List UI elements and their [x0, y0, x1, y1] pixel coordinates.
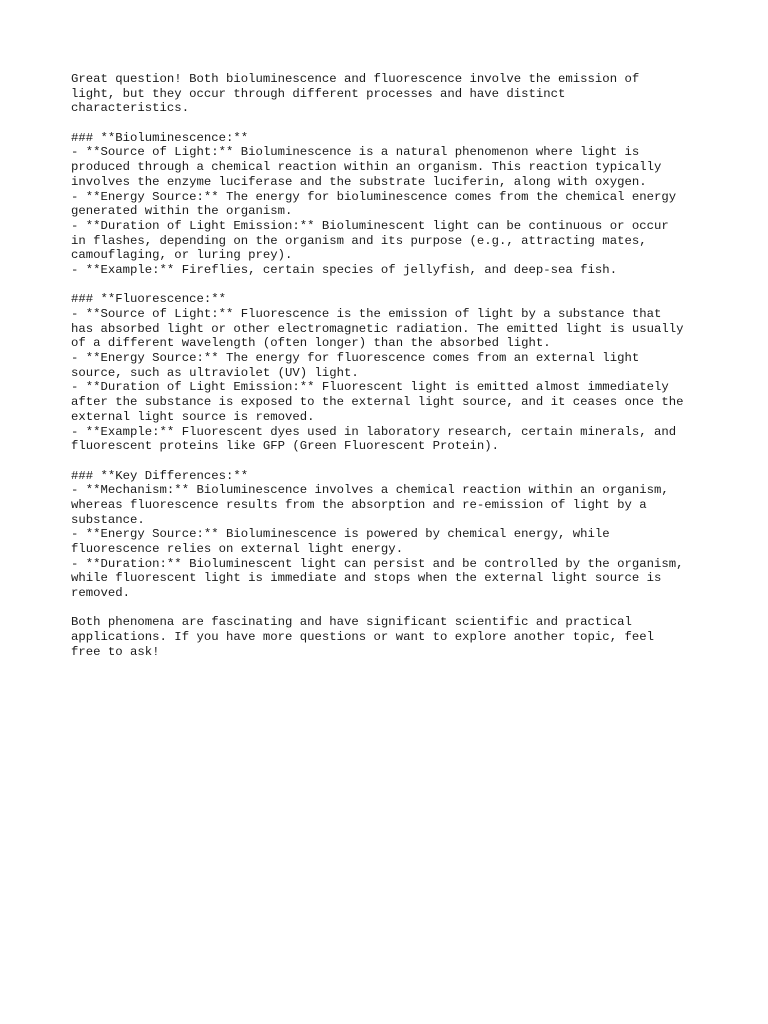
text-line: external light source is removed. — [71, 409, 315, 424]
text-line: - **Duration of Light Emission:** Fluorescent light is emitted almost immediately — [71, 380, 669, 395]
text-line: Both phenomena are fascinating and have significant scientific and practical — [71, 615, 632, 630]
blank-line — [71, 116, 711, 131]
text-line: produced through a chemical reaction within an organism. This reaction typically — [71, 160, 662, 175]
text-line: - **Energy Source:** Bioluminescence is powered by chemical energy, while — [71, 527, 610, 542]
text-line: - **Example:** Fireflies, certain species of jellyfish, and deep-sea fish. — [71, 262, 618, 277]
text-line: source, such as ultraviolet (UV) light. — [71, 365, 359, 380]
text-line: applications. If you have more questions or want to explore another topic, feel — [71, 630, 654, 645]
text-line: free to ask! — [71, 644, 160, 659]
text-line: fluorescent proteins like GFP (Green Fluorescent Protein). — [71, 439, 500, 454]
text-line: in flashes, depending on the organism and its purpose (e.g., attracting mates, — [71, 233, 647, 248]
blank-line — [71, 601, 711, 616]
text-line: characteristics. — [71, 101, 190, 116]
blank-line — [71, 454, 711, 469]
text-line: ### **Bioluminescence:** — [71, 130, 249, 145]
document-body — [71, 72, 711, 660]
text-line: - **Energy Source:** The energy for bioluminescence comes from the chemical energy — [71, 189, 677, 204]
text-line: ### **Fluorescence:** — [71, 292, 226, 307]
text-line: Great question! Both bioluminescence and fluorescence involve the emission of — [71, 72, 640, 86]
text-line: whereas fluorescence results from the absorption and re-emission of light by a — [71, 497, 647, 512]
text-line: of a different wavelength (often longer) than the absorbed light. — [71, 336, 551, 351]
blank-line — [71, 278, 711, 293]
text-line: substance. — [71, 512, 145, 527]
text-line: ### **Key Differences:** — [71, 468, 249, 483]
text-line: camouflaging, or luring prey). — [71, 248, 293, 263]
text-line: while fluorescent light is immediate and stops when the external light source is — [71, 571, 662, 586]
text-line: - **Example:** Fluorescent dyes used in laboratory research, certain minerals, and — [71, 424, 677, 439]
text-line: generated within the organism. — [71, 204, 293, 219]
text-line: involves the enzyme luciferase and the substrate luciferin, along with oxygen. — [71, 174, 647, 189]
text-line: - **Duration:** Bioluminescent light can persist and be controlled by the organism, — [71, 556, 684, 571]
text-line: removed. — [71, 586, 131, 601]
text-line: - **Source of Light:** Fluorescence is the emission of light by a substance that — [71, 307, 662, 321]
text-line: - **Source of Light:** Bioluminescence is a natural phenomenon where light is — [71, 145, 640, 160]
text-line: after the substance is exposed to the external light source, and it ceases once the — [71, 395, 684, 410]
text-line: - **Energy Source:** The energy for fluorescence comes from an external light — [71, 351, 640, 366]
text-line: light, but they occur through different processes and have distinct — [71, 86, 566, 101]
text-line: has absorbed light or other electromagnetic radiation. The emitted light is usually — [71, 321, 684, 336]
text-line: - **Mechanism:** Bioluminescence involves a chemical reaction within an organism, — [71, 483, 669, 498]
text-line: fluorescence relies on external light energy. — [71, 542, 404, 556]
text-line: - **Duration of Light Emission:** Bioluminescent light can be continuous or occur — [71, 218, 669, 233]
